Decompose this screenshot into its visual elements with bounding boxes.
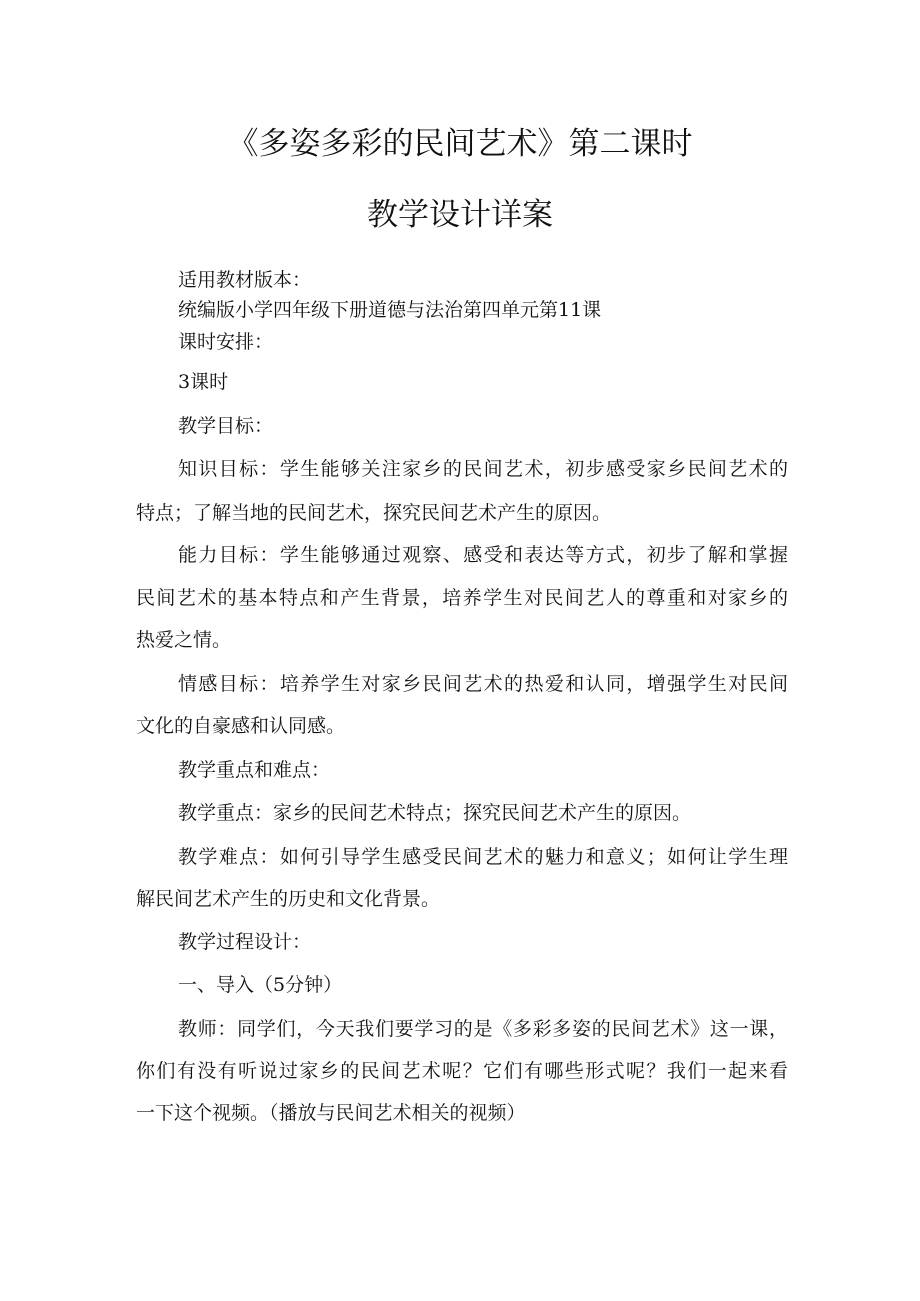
ability-objective-line: 能力目标：学生能够通过观察、感受和表达等方式，初步了解和掌握: [178, 544, 788, 566]
objectives-label: 教学目标：: [178, 415, 274, 437]
teacher-speech-line: 教师：同学们，今天我们要学习的是《多彩多姿的民间艺术》这一课，: [178, 1018, 788, 1040]
schedule-value: 3课时: [178, 371, 229, 393]
knowledge-objective-line: 知识目标：学生能够关注家乡的民间艺术，初步感受家乡民间艺术的: [178, 458, 788, 480]
teaching-difficulty-line: 解民间艺术产生的历史和文化背景。: [136, 888, 441, 910]
textbook-label: 适用教材版本：: [178, 269, 312, 291]
teacher-speech-line: 你们有没有听说过家乡的民间艺术呢？它们有哪些形式呢？我们一起来看: [136, 1060, 788, 1082]
teaching-difficulty-line: 教学难点：如何引导学生感受民间艺术的魅力和意义；如何让学生理: [178, 846, 788, 868]
teaching-keypoint: 教学重点：家乡的民间艺术特点；探究民间艺术产生的原因。: [178, 802, 692, 824]
keypoints-label: 教学重点和难点：: [178, 759, 331, 781]
textbook-value: 统编版小学四年级下册道德与法治第四单元第11课: [178, 299, 602, 321]
teacher-speech-line: 一下这个视频。（播放与民间艺术相关的视频）: [136, 1102, 526, 1124]
knowledge-objective-line: 特点；了解当地的民间艺术，探究民间艺术产生的原因。: [136, 502, 612, 524]
schedule-label: 课时安排：: [178, 331, 274, 353]
document-title: 《多姿多彩的民间艺术》第二课时: [227, 126, 693, 162]
emotion-objective-line: 文化的自豪感和认同感。: [136, 715, 346, 737]
process-label: 教学过程设计：: [178, 931, 312, 953]
document-subtitle: 教学设计详案: [367, 197, 553, 233]
emotion-objective-line: 情感目标：培养学生对家乡民间艺术的热爱和认同，增强学生对民间: [178, 673, 788, 695]
ability-objective-line: 民间艺术的基本特点和产生背景，培养学生对民间艺人的尊重和对家乡的: [136, 587, 788, 609]
ability-objective-line: 热爱之情。: [136, 629, 232, 651]
section-heading: 一、导入（5分钟）: [178, 974, 343, 996]
